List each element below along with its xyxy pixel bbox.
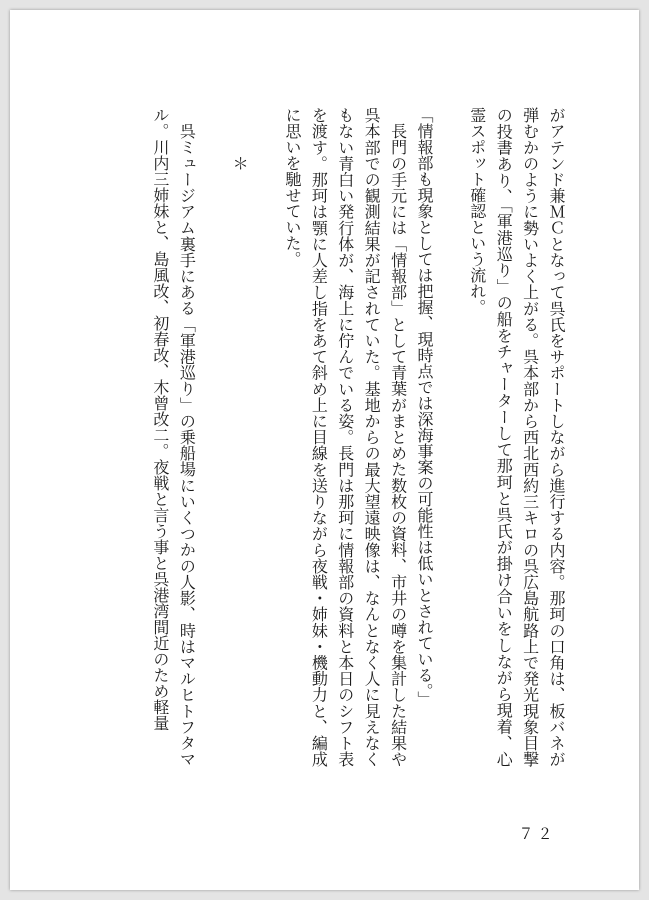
scene-separator: ＊ [230, 155, 250, 171]
paragraph-continuation: がアテンド兼ＭＣとなって呉氏をサポートしながら進行する内容。那珂の口角は、板バネが弾むかのように勢いよく上がる。呉本部から西北西約三キロの呉広島航路上で発光現象目撃の投書あり、「軍港巡り」の船をチャーターして那珂と呉氏が掛け合いをしながら現着、心霊スポット確認という流れ。 [467, 107, 566, 767]
blank-line [437, 107, 463, 767]
blank-line [199, 107, 225, 767]
blank-line [252, 107, 278, 767]
book-page [10, 10, 639, 890]
vertical-body-text [147, 107, 570, 767]
paragraph-dialogue: 「情報部も現象としては把握、現時点では深海事案の可能性は低いとされている。」 [414, 107, 434, 707]
page-number: ７２ [518, 825, 557, 843]
paragraph-narration: 長門の手元には「情報部」として青葉がまとめた数枚の資料、市井の噂を集計した結果や呉本部での観測結果が記されていた。基地からの最大望遠映像は、なんとなく人に見えなくもない青白い発行体が、海上に佇んでいる姿。長門は那珂に情報部の資料と本日のシフト表を渡す。那珂は顎に人差し指をあて斜め上に目線を送りながら夜戦・姉妹・機動力と、編成に思いを馳せていた。 [282, 107, 408, 767]
paragraph-scene-start: 呉ミュージアム裏手にある「軍港巡り」の乗船場にいくつかの人影、時はマルヒトフタマル。川内三姉妹と、島風改、初春改、木曾改二。夜戦と言う事と呉港湾間近のため軽量 [150, 107, 197, 767]
